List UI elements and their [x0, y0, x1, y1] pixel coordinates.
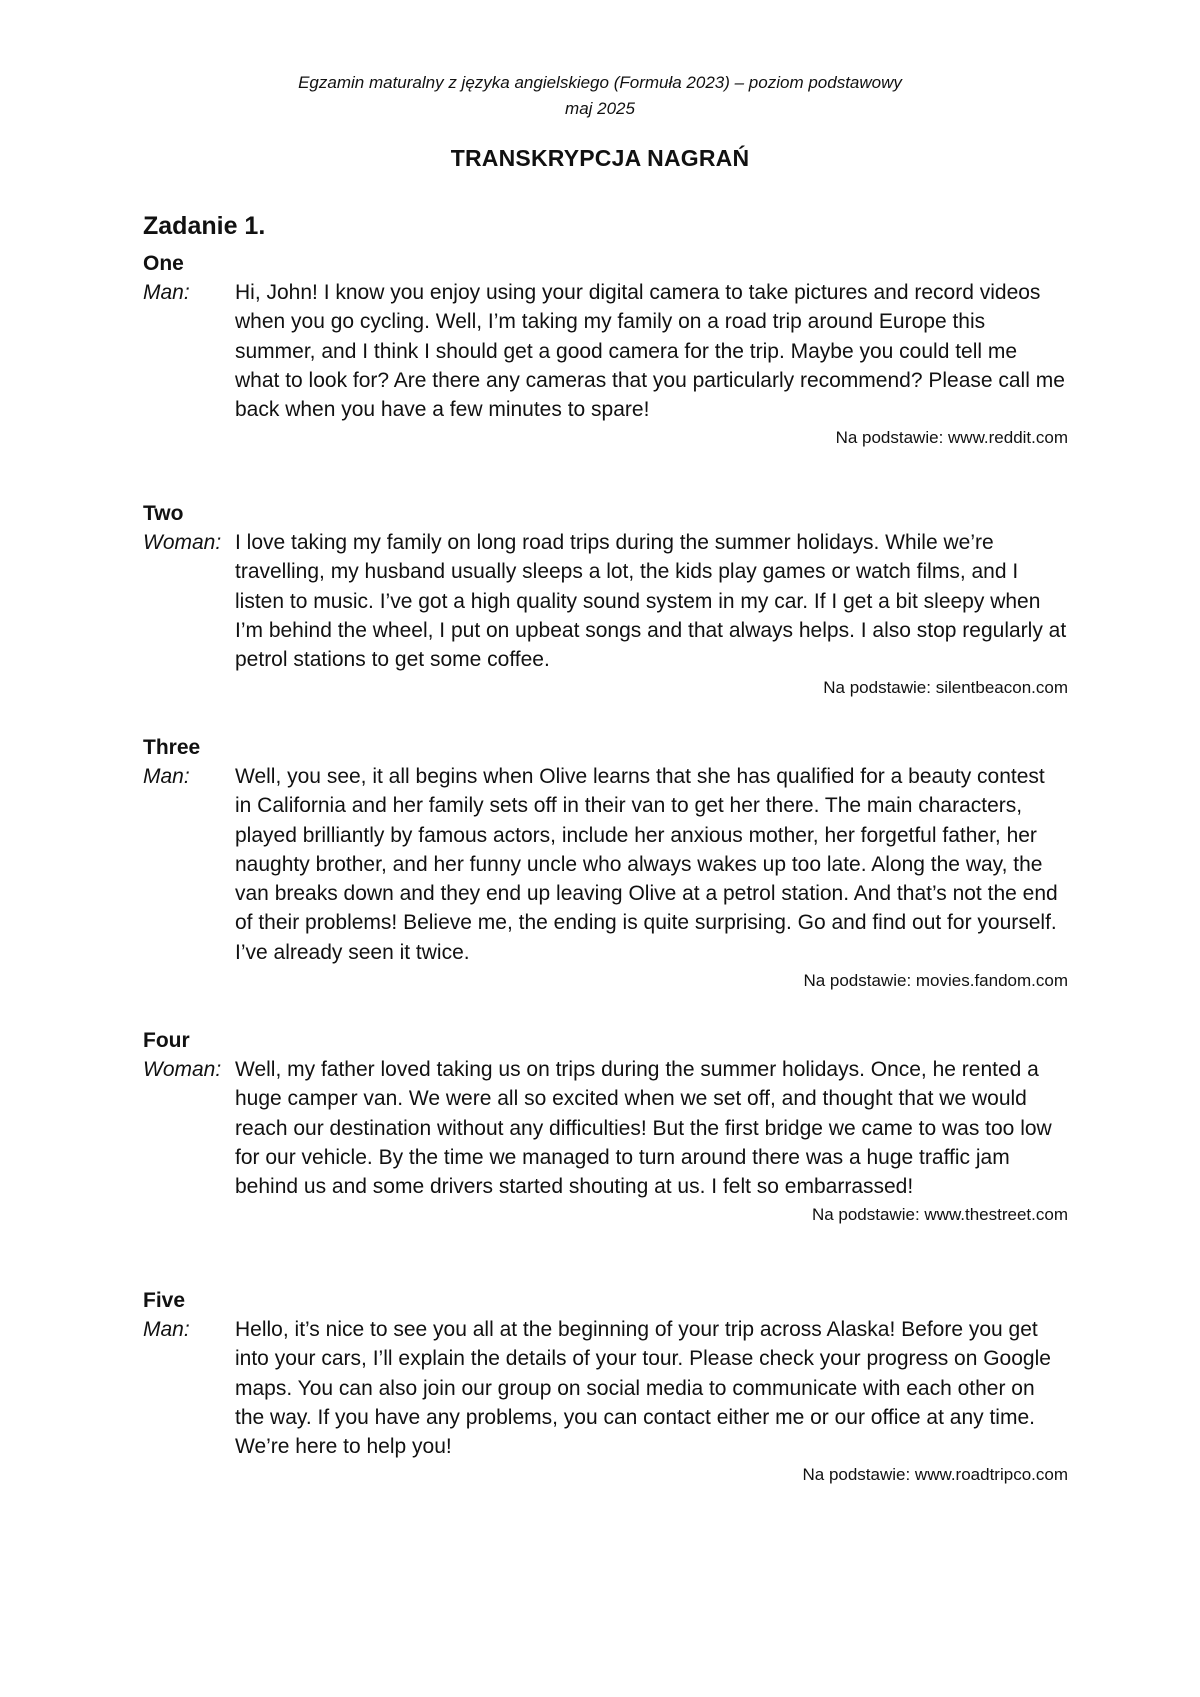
- speaker-label: Man:: [143, 1318, 190, 1341]
- transcript-text: Well, my father loved taking us on trips during the summer holidays. Once, he rented a huge camper van. We were all so excited when we set off, and thought that we would reach our destination without any difficulties! But the first bridge we came to was too low for our vehicle. By the time we managed to turn around there was a huge traffic jam behind us and some drivers started shouting at us. I felt so embarrassed!: [235, 1058, 1052, 1199]
- section-label: Three: [143, 736, 201, 759]
- transcript-text: Hi, John! I know you enjoy using your digital camera to take pictures and record videos when you go cycling. Well, I’m taking my family on a road trip around Europe this summer, and I think I should get a good camera for the trip. Maybe you could tell me what to look for? Are there any cameras that you particularly recommend? Please call me back when you have a few minutes to spare!: [235, 281, 1065, 422]
- section-label: Two: [143, 502, 184, 525]
- speaker-label: Man:: [143, 281, 190, 304]
- section-label: One: [143, 252, 184, 275]
- transcript-text: Well, you see, it all begins when Olive learns that she has qualified for a beauty contest in California and her family sets off in their van to get her there. The main characters, played brilliantly by famous actors, include her anxious mother, her forgetful father, her naughty brother, and her funny uncle who always wakes up too late. Along the way, the van breaks down and they end up leaving Olive at a petrol station. And that’s not the end of their problems! Believe me, the ending is quite surprising. Go and find out for yourself. I’ve already seen it twice.: [235, 765, 1058, 964]
- exam-date: maj 2025: [565, 99, 635, 118]
- transcript-section-three: [143, 733, 1068, 994]
- source-note: Na podstawie: silentbeacon.com: [823, 678, 1068, 698]
- exam-name: Egzamin maturalny z języka angielskiego (Formuła 2023) – poziom podstawowy: [298, 73, 902, 92]
- page-header: [0, 70, 1200, 122]
- transcript-entry: [143, 1055, 1068, 1201]
- speaker-label: Man:: [143, 765, 190, 788]
- document-title: TRANSKRYPCJA NAGRAŃ: [450, 145, 750, 171]
- transcript-section-four: [143, 1026, 1068, 1228]
- section-label: Four: [143, 1029, 190, 1052]
- speaker-label: Woman:: [143, 1058, 222, 1081]
- transcript-text: Hello, it’s nice to see you all at the beginning of your trip across Alaska! Before you get into your cars, I’ll explain the details of your tour. Please check your progress on Google maps. You can also join our group on social media to communicate with each other on the way. If you have any problems, you can contact either me or our office at any time. We’re here to help you!: [235, 1318, 1051, 1459]
- speaker-label: Woman:: [143, 531, 222, 554]
- transcript-entry: [143, 528, 1068, 674]
- transcript-entry: [143, 762, 1068, 967]
- source-note: Na podstawie: www.roadtripco.com: [802, 1465, 1068, 1485]
- transcript-section-five: [143, 1286, 1068, 1488]
- transcript-entry: [143, 278, 1068, 424]
- task-heading: Zadanie 1.: [143, 212, 266, 240]
- transcript-text: I love taking my family on long road trips during the summer holidays. While we’re travelling, my husband usually sleeps a lot, the kids play games or watch films, and I listen to music. I’ve got a high quality sound system in my car. If I get a bit sleepy when I’m behind the wheel, I put on upbeat songs and that always helps. I also stop regularly at petrol stations to get some coffee.: [235, 531, 1067, 672]
- transcript-section-two: [143, 499, 1068, 701]
- source-note: Na podstawie: www.thestreet.com: [811, 1205, 1068, 1225]
- section-label: Five: [143, 1289, 186, 1312]
- transcript-entry: [143, 1315, 1068, 1461]
- source-note: Na podstawie: movies.fandom.com: [803, 971, 1068, 991]
- source-note: Na podstawie: www.reddit.com: [835, 428, 1068, 448]
- transcript-section-one: [143, 249, 1068, 451]
